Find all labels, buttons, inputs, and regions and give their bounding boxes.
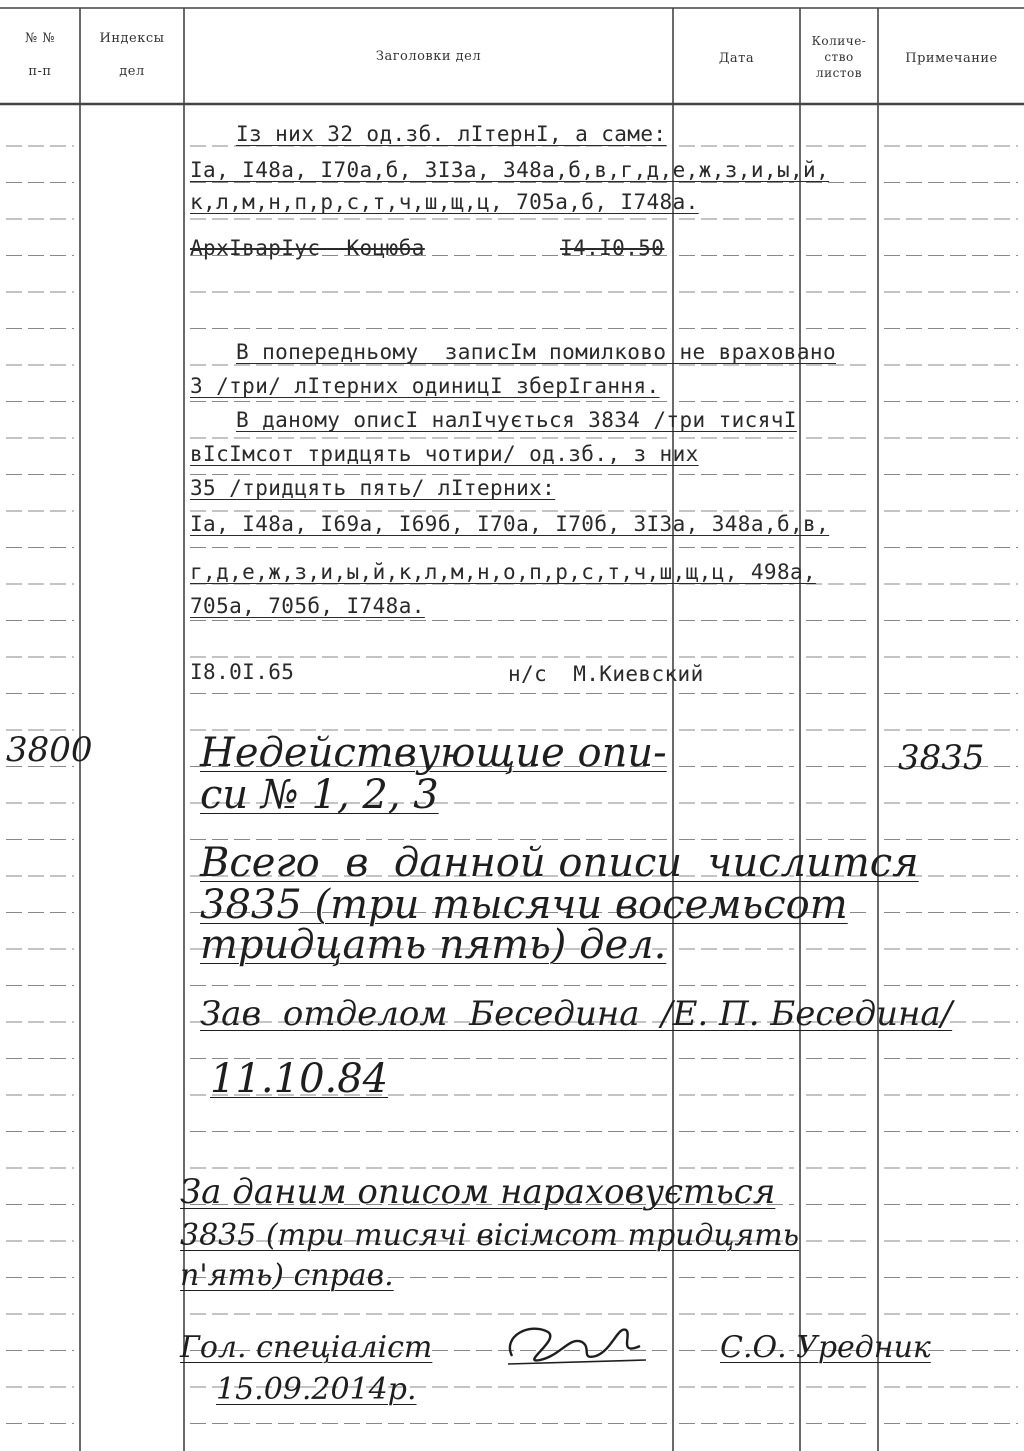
typed-line-3: к,л,м,н,п,р,с,т,ч,ш,щ,ц, 705а,б, І748а. bbox=[190, 190, 699, 214]
header-num-top: № № bbox=[24, 31, 56, 46]
note-2014-date: 15.09.2014р. bbox=[216, 1372, 417, 1407]
header-titles: Заголовки дел bbox=[375, 49, 482, 64]
header-count-3: листов bbox=[816, 66, 862, 80]
entry-title-line-1: Недействующие опи- bbox=[200, 730, 667, 776]
correction-line-8: 705а, 705б, І748а. bbox=[190, 594, 425, 618]
correction-line-1: В попередньому записІм помилково не враховано bbox=[236, 340, 836, 364]
header-count-2: ство bbox=[824, 50, 854, 64]
note-1984-line-2: 3835 (три тысячи восемьсот bbox=[200, 882, 848, 928]
note-2014-position: Гол. спеціаліст bbox=[180, 1330, 433, 1365]
header-count-1: Количе- bbox=[811, 34, 867, 48]
note-1984-line-3: тридцать пять) дел. bbox=[200, 922, 667, 968]
note-1984-date: 11.10.84 bbox=[210, 1056, 389, 1102]
correction-signer: н/с М.Киевский bbox=[508, 662, 704, 686]
note-2014-name: С.О. Уредник bbox=[720, 1330, 931, 1365]
signature-icon bbox=[500, 1316, 650, 1376]
correction-line-6: Іа, І48а, І69а, І69б, І70а, І70б, 3І3а, 348а,б,в, bbox=[190, 512, 830, 536]
entry-number: 3800 bbox=[6, 730, 93, 770]
typed-line-2: Іа, І48а, І70а,б, 3І3а, 348а,б,в,г,д,е,ж,з,и,ы,й, bbox=[190, 158, 830, 182]
correction-line-7: г,д,е,ж,з,и,ы,й,к,л,м,н,о,п,р,с,т,ч,ш,щ,ц, 498а, bbox=[190, 560, 817, 584]
correction-date: І8.0І.65 bbox=[190, 660, 295, 684]
note-1984-line-1: Всего в данной описи числится bbox=[200, 840, 919, 886]
header-index-bottom: дел bbox=[119, 64, 145, 79]
typed-line-1: Із них 32 од.зб. лІтернІ, а саме: bbox=[236, 122, 667, 146]
note-2014-line-1: За даним описом нараховується bbox=[180, 1172, 776, 1212]
entry-sheet-count: 3835 bbox=[898, 738, 985, 778]
entry-title-line-2: си № 1, 2, 3 bbox=[200, 772, 439, 818]
archivist-date: І4.І0.50 bbox=[560, 236, 665, 260]
note-1984-line-4: Зав отделом Беседина /Е. П. Беседина/ bbox=[200, 994, 953, 1034]
header-num-bottom: п-п bbox=[28, 64, 52, 79]
correction-line-2: 3 /три/ лІтерних одиницІ зберІгання. bbox=[190, 374, 660, 398]
archivist-name: АрхІварІус Коцюба bbox=[190, 236, 425, 260]
correction-line-5: 35 /тридцять пять/ лІтерних: bbox=[190, 476, 556, 500]
correction-line-4: вІсІмсот тридцять чотири/ од.зб., з них bbox=[190, 442, 699, 466]
header-index-top: Индексы bbox=[99, 31, 165, 46]
note-2014-line-3: п'ять) справ. bbox=[180, 1258, 394, 1293]
header-date: Дата bbox=[718, 51, 755, 66]
correction-line-3: В даному описІ налІчується 3834 /три тисячІ bbox=[236, 408, 797, 432]
header-notes: Примечание bbox=[905, 51, 998, 66]
note-2014-line-2: 3835 (три тисячі вісімсот тридцять bbox=[180, 1218, 800, 1253]
